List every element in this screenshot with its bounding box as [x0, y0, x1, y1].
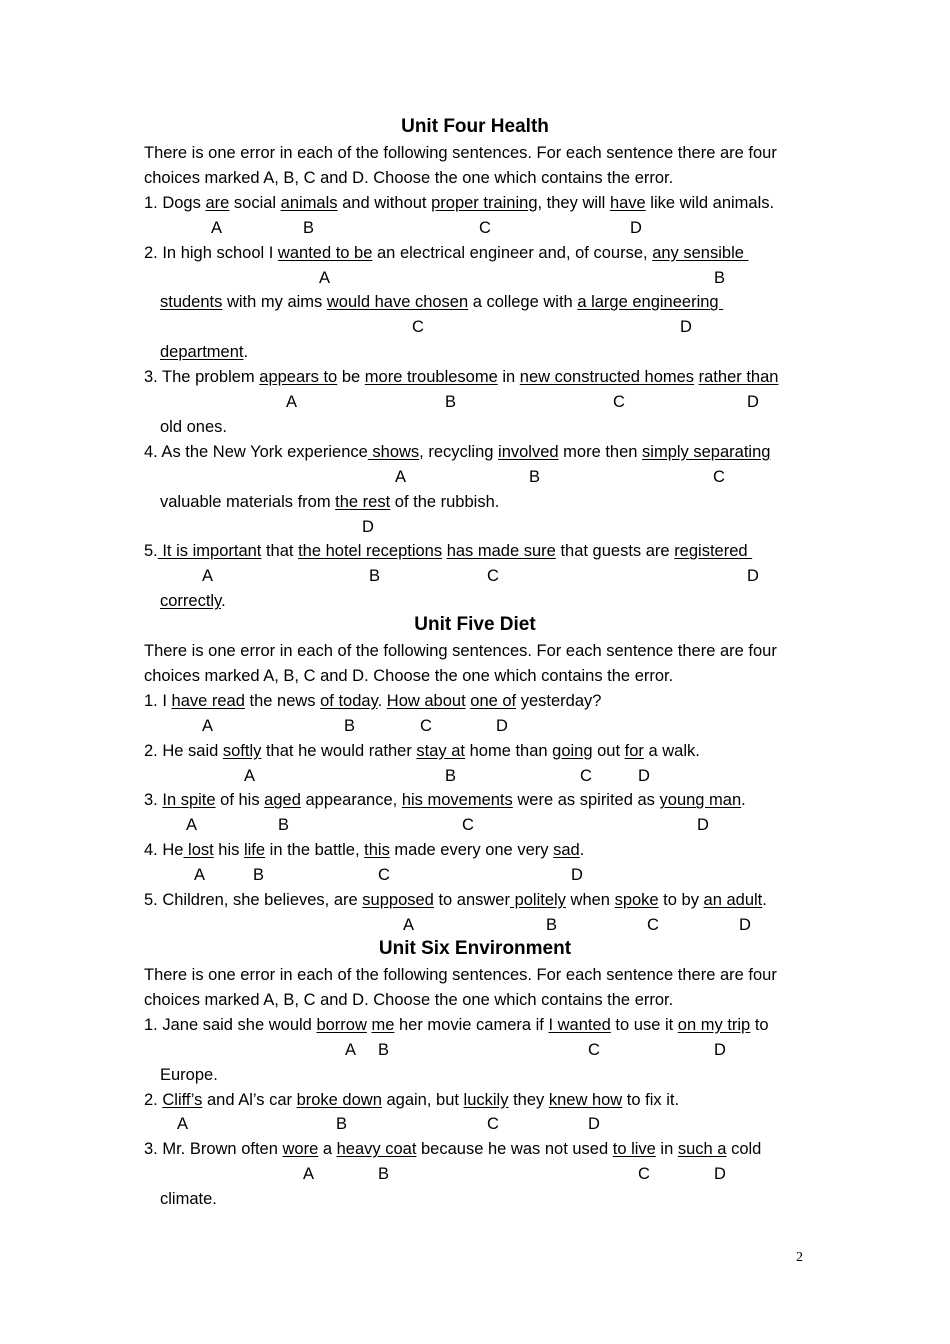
sentence-text: her movie camera if [394, 1015, 549, 1034]
question-line [144, 790, 746, 815]
sentence-text: Europe. [160, 1065, 218, 1084]
answer-option: It is important [157, 542, 262, 561]
sentence-text: appearance, [300, 791, 402, 810]
question-line [160, 292, 723, 317]
answer-option: new constructed homes [519, 368, 695, 387]
answer-option: registered [674, 542, 753, 561]
answer-option: correctly [160, 592, 222, 611]
answer-option: going [552, 741, 593, 760]
choice-letter: C [613, 393, 625, 411]
choice-letter: B [445, 766, 457, 785]
sentence-text: 4. He [144, 841, 184, 860]
unit-title: Unit Five Diet [414, 614, 536, 635]
sentence-text: cold [726, 1140, 762, 1159]
answer-option: appears to [259, 368, 338, 387]
answer-option: sad [553, 841, 580, 860]
answer-option: a large engineering [577, 293, 724, 312]
answer-option: for [624, 741, 644, 760]
choice-letter: D [739, 915, 751, 934]
sentence-text: 1. I [144, 691, 172, 710]
instruction-text: choices marked A, B, C and D. Choose the one which contains the error. [144, 168, 674, 187]
answer-option: one of [470, 691, 517, 710]
choice-letter: C [638, 1165, 650, 1184]
answer-option: such a [677, 1140, 727, 1159]
sentence-text: . [762, 891, 767, 909]
answer-option: an adult [703, 891, 763, 909]
choice-letter: A [202, 716, 214, 735]
sentence-text: in [497, 368, 520, 387]
sentence-text: old ones. [160, 417, 227, 436]
sentence-text: a walk. [643, 741, 700, 760]
sentence-text: . [579, 841, 585, 860]
sentence-text: . [377, 691, 387, 710]
sentence-text: to use it [610, 1015, 678, 1034]
choice-letter: D [747, 567, 759, 586]
answer-option: wore [282, 1140, 319, 1159]
choice-letter: D [714, 1040, 726, 1059]
instruction-text: choices marked A, B, C and D. Choose the one which contains the error. [144, 666, 674, 685]
question-line [144, 840, 584, 865]
answer-option: the hotel receptions [298, 542, 443, 561]
choice-letter: B [378, 1165, 390, 1184]
choice-letter: C [479, 218, 491, 237]
choice-letter: B [714, 268, 726, 287]
choice-letter: B [529, 467, 541, 486]
answer-option: more troublesome [364, 368, 498, 387]
sentence-text: that he would rather [261, 741, 417, 760]
answer-option: softly [222, 741, 262, 760]
question-line [160, 591, 226, 616]
sentence-text: made every one very [389, 841, 554, 860]
question-line [144, 1090, 679, 1115]
question-line [160, 342, 248, 367]
choice-letter: D [588, 1115, 600, 1134]
question-line [160, 1189, 217, 1214]
choice-letter: C [588, 1040, 600, 1059]
answer-option: has made sure [446, 542, 556, 561]
choice-letter: D [680, 318, 692, 337]
answer-option: rather than [698, 368, 779, 387]
sentence-text: 3. [144, 791, 163, 810]
choice-letter: D [714, 1165, 726, 1184]
sentence-text: a [318, 1140, 337, 1159]
answer-option: wanted to be [277, 243, 373, 262]
unit-title: Unit Four Health [401, 116, 549, 137]
sentence-text: the news [244, 691, 321, 710]
answer-option: would have chosen [326, 293, 469, 312]
sentence-text: his [213, 841, 244, 860]
sentence-text: 5. Children, she believes, are [144, 891, 363, 909]
answer-option: aged [264, 791, 301, 810]
question-line [144, 1015, 769, 1040]
choice-letter: C [647, 915, 659, 934]
answer-option: students [160, 293, 223, 312]
sentence-text: an electrical engineer and, of course, [372, 243, 653, 262]
unit-title: Unit Six Environment [378, 938, 572, 959]
question-line [144, 367, 778, 392]
answer-option: the rest [335, 492, 391, 511]
choice-letter: A [303, 1165, 315, 1184]
sentence-text: 2. [144, 1090, 163, 1109]
choice-letter: B [378, 1040, 390, 1059]
answer-option: In spite [162, 791, 216, 810]
sentence-text: like wild animals. [645, 193, 775, 212]
choice-letter: B [369, 567, 381, 586]
sentence-text: more then [558, 442, 643, 461]
answer-option: Cliff’s [162, 1090, 203, 1109]
answer-option: shows [367, 442, 420, 461]
answer-option: stay at [416, 741, 466, 760]
choice-letter: C [487, 567, 499, 586]
answer-option: of today [320, 691, 378, 710]
question-line [160, 492, 499, 517]
question-line [144, 442, 770, 467]
answer-option: proper training [431, 193, 538, 212]
choice-letter: D [697, 816, 709, 835]
sentence-text: they [508, 1090, 549, 1109]
answer-option: heavy coat [336, 1140, 417, 1159]
answer-option: broke down [296, 1090, 382, 1109]
answer-option: life [243, 841, 266, 860]
choice-letter: D [747, 393, 759, 411]
choice-letter: B [303, 218, 315, 237]
sentence-text: that [261, 542, 299, 561]
sentence-text: again, but [381, 1090, 464, 1109]
answer-option: animals [280, 193, 338, 212]
choice-letter: D [496, 716, 508, 735]
sentence-text: yesterday? [516, 691, 602, 710]
sentence-text: 2. He said [144, 741, 223, 760]
choice-letter: A [286, 393, 298, 411]
choice-letter: A [345, 1040, 357, 1059]
sentence-text: 1. Jane said she would [144, 1015, 317, 1034]
choice-letter: A [186, 816, 198, 835]
answer-option: spoke [614, 891, 659, 909]
choice-letter: B [344, 716, 356, 735]
choice-letter: C [412, 318, 424, 337]
sentence-text: 3. The problem [144, 368, 260, 387]
sentence-text: with my aims [222, 293, 327, 312]
choice-letter: C [713, 467, 725, 486]
choice-letter: A [177, 1115, 189, 1134]
sentence-text: because he was not used [416, 1140, 613, 1159]
sentence-text: in the battle, [265, 841, 365, 860]
choice-letter: D [630, 218, 642, 237]
answer-option: department [160, 343, 244, 362]
sentence-text: 3. Mr. Brown often [144, 1140, 283, 1159]
choice-letter: D [362, 517, 374, 536]
choice-letter: B [278, 816, 290, 835]
choice-letter: B [253, 866, 265, 885]
choice-letter: C [580, 766, 592, 785]
sentence-text: social [229, 193, 281, 212]
answer-option: I wanted [548, 1015, 611, 1034]
sentence-text: valuable materials from [160, 492, 336, 511]
answer-option: luckily [463, 1090, 509, 1109]
question-line [144, 541, 752, 566]
answer-option: politely [509, 891, 566, 909]
page-number: 2 [796, 1250, 803, 1265]
question-line [160, 1065, 218, 1090]
sentence-text: . [243, 343, 249, 362]
choice-letter: B [336, 1115, 348, 1134]
sentence-text: that guests are [555, 542, 675, 561]
sentence-text: 2. In high school I [144, 243, 278, 262]
choice-letter: B [445, 393, 457, 411]
answer-option: simply separating [642, 442, 771, 461]
answer-option: this [364, 841, 390, 860]
answer-option: any sensible [652, 243, 749, 262]
sentence-text: 4. As the New York experience [144, 442, 368, 461]
sentence-text: and without [337, 193, 432, 212]
instruction-text: choices marked A, B, C and D. Choose the one which contains the error. [144, 990, 674, 1009]
answer-option: are [205, 193, 230, 212]
question-line [144, 193, 774, 218]
answer-option: me [371, 1015, 395, 1034]
question-line [144, 890, 767, 915]
answer-option: young man [659, 791, 742, 810]
sentence-text: of his [215, 791, 265, 810]
answer-option: How about [386, 691, 466, 710]
choice-letter: A [211, 218, 223, 237]
sentence-text: , they will [537, 193, 610, 212]
sentence-text: , recycling [419, 442, 499, 461]
sentence-text: in [655, 1140, 678, 1159]
sentence-text: and Al’s car [202, 1090, 297, 1109]
sentence-text: out [592, 741, 625, 760]
sentence-text: . [741, 791, 746, 810]
instruction-text: There is one error in each of the following sentences. For each sentence there are four [144, 642, 777, 660]
sentence-text: when [565, 891, 615, 909]
sentence-text: to fix it. [622, 1090, 680, 1109]
sentence-text: . [221, 592, 226, 611]
instruction-text: There is one error in each of the following sentences. For each sentence there are four [144, 966, 777, 984]
question-line [144, 691, 601, 716]
choice-letter: A [202, 567, 214, 586]
choice-letter: A [403, 915, 415, 934]
choice-letter: A [244, 766, 256, 785]
sentence-text: be [337, 368, 365, 387]
answer-option: his movements [401, 791, 513, 810]
sentence-text: were as spirited as [512, 791, 660, 810]
choice-letter: C [420, 716, 432, 735]
sentence-text: to answer [433, 891, 510, 909]
choice-letter: D [638, 766, 650, 785]
sentence-text: home than [465, 741, 553, 760]
choice-letter: A [194, 866, 206, 885]
answer-option: supposed [362, 891, 434, 909]
answer-option: have read [171, 691, 245, 710]
question-line [144, 1139, 761, 1164]
choice-letter: A [319, 268, 331, 287]
question-line [160, 417, 227, 442]
choice-letter: A [395, 467, 407, 486]
answer-option: on my trip [677, 1015, 751, 1034]
instruction-text: There is one error in each of the following sentences. For each sentence there are four [144, 144, 777, 162]
choice-letter: C [487, 1115, 499, 1134]
sentence-text: to [750, 1015, 769, 1034]
sentence-text: 1. Dogs [144, 193, 206, 212]
choice-letter: D [571, 866, 583, 885]
sentence-text: of the rubbish. [390, 492, 500, 511]
answer-option: borrow [316, 1015, 367, 1034]
choice-letter: B [546, 915, 558, 934]
answer-option: to live [612, 1140, 656, 1159]
choice-letter: C [378, 866, 390, 885]
answer-option: have [609, 193, 646, 212]
sentence-text: climate. [160, 1190, 217, 1209]
question-line [144, 741, 700, 766]
choice-letter: C [462, 816, 474, 835]
answer-option: involved [498, 442, 559, 461]
answer-option: lost [183, 841, 214, 860]
sentence-text: a college with [468, 293, 578, 312]
sentence-text: 5. [144, 542, 158, 561]
answer-option: knew how [548, 1090, 623, 1109]
sentence-text: to by [658, 891, 704, 909]
question-line [144, 243, 749, 268]
